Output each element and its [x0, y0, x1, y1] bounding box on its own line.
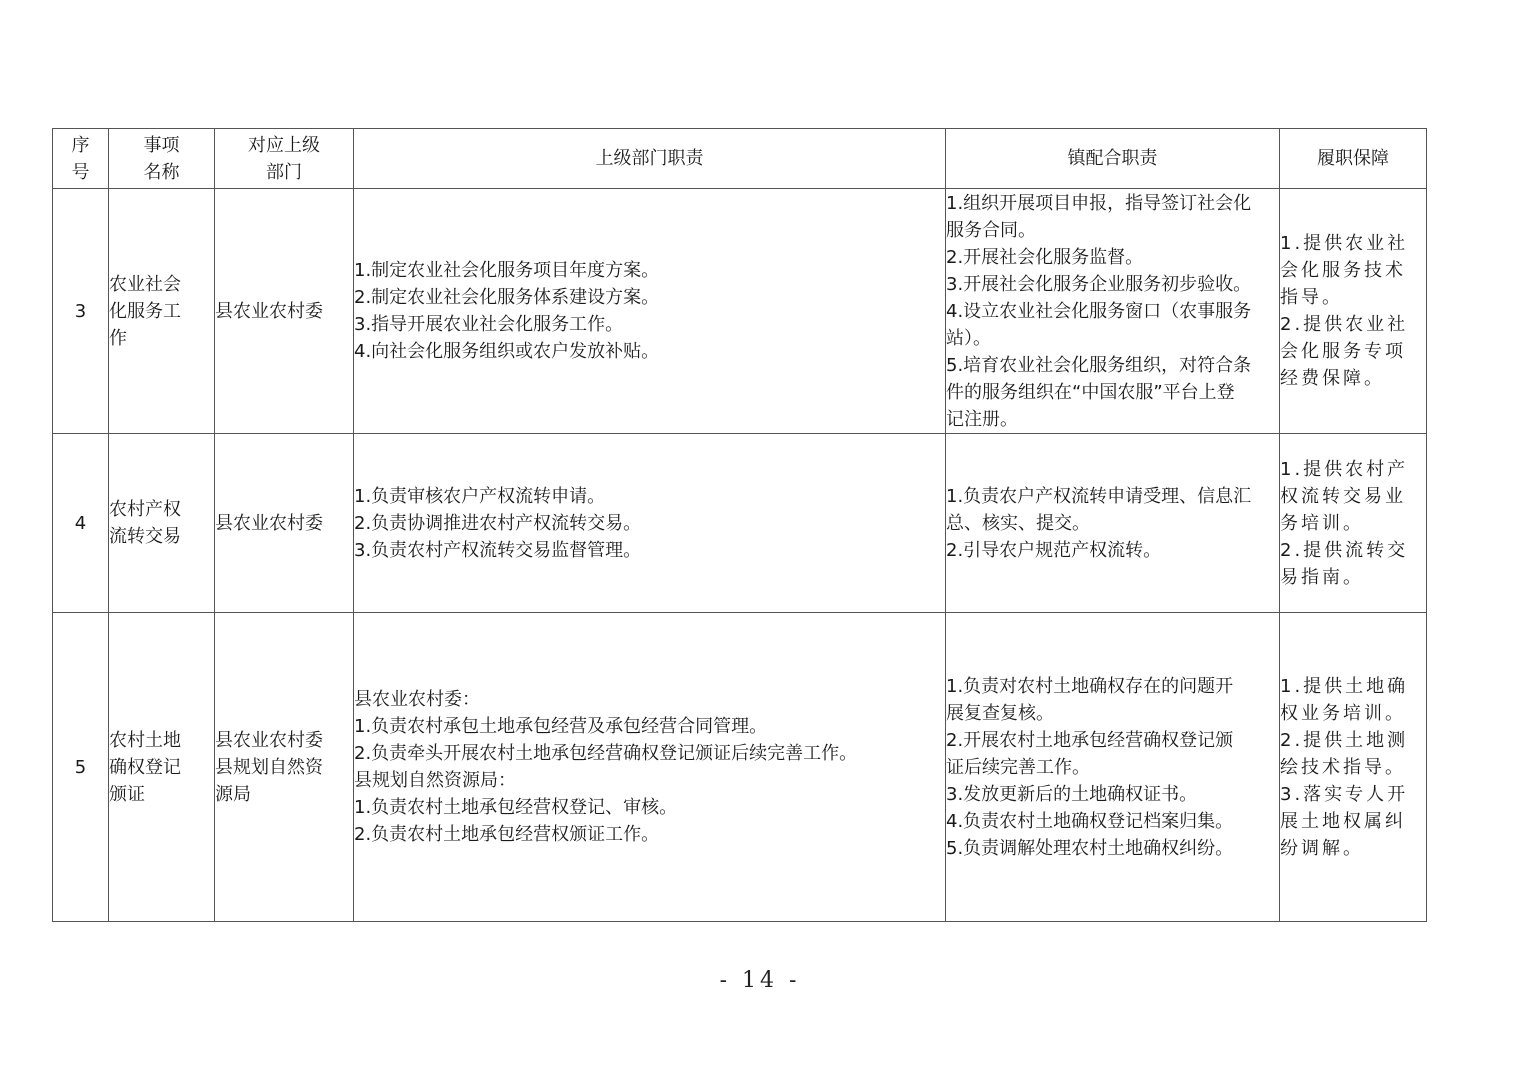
header-num-line: 号	[71, 161, 90, 183]
guarantee-line: 权业务培训。	[1280, 702, 1406, 724]
duty-line: 2.负责农村土地承包经营权颁证工作。	[354, 824, 660, 845]
header-duty: 上级部门职责	[354, 129, 946, 189]
guarantee-line: 1.提供农业社	[1280, 233, 1409, 254]
town-line: 件的服务组织在“中国农服”平台上登	[946, 381, 1235, 403]
table-row	[53, 613, 1427, 922]
guarantee	[1280, 189, 1427, 434]
town-duty	[946, 613, 1280, 922]
town-duty	[946, 189, 1280, 434]
item-name-line: 化服务工	[109, 300, 181, 322]
row-number: 5	[53, 613, 109, 922]
dept-line: 县农业农村委	[215, 300, 323, 322]
header-town: 镇配合职责	[946, 129, 1280, 189]
item-name	[109, 613, 215, 922]
town-duty	[946, 434, 1280, 613]
header-name-line: 名称	[143, 161, 180, 183]
town-line: 2.引导农户规范产权流转。	[946, 539, 1162, 561]
item-name-line: 农村产权	[109, 499, 181, 520]
guarantee-line: 会化服务专项	[1280, 341, 1406, 362]
duty-line: 县农业农村委：	[354, 689, 480, 710]
guarantee-line: 1.提供土地确	[1280, 675, 1409, 697]
header-num	[53, 129, 109, 189]
town-line: 展复查复核。	[946, 702, 1054, 724]
duty-line: 1.负责农村土地承包经营权登记、审核。	[354, 797, 678, 818]
row-number: 3	[53, 189, 109, 434]
row-number: 4	[53, 434, 109, 613]
header-name	[109, 129, 215, 189]
guarantee-line: 3.落实专人开	[1280, 783, 1409, 805]
item-name	[109, 189, 215, 434]
duty-line: 2.制定农业社会化服务体系建设方案。	[354, 287, 660, 308]
town-line: 1.负责对农村土地确权存在的问题开	[946, 675, 1234, 697]
table-header-row	[53, 129, 1427, 189]
duty-line: 1.制定农业社会化服务项目年度方案。	[354, 260, 660, 281]
guarantee-line: 1.提供农村产	[1280, 458, 1409, 480]
guarantee-line: 绘技术指导。	[1280, 756, 1406, 778]
header-dept-line: 对应上级	[248, 134, 320, 156]
town-line: 记注册。	[946, 408, 1018, 430]
guarantee	[1280, 434, 1427, 613]
page-number: - 14 -	[719, 968, 801, 993]
guarantee-line: 展土地权属纠	[1280, 810, 1406, 832]
dept-line: 县规划自然资	[215, 756, 323, 778]
dept-line: 县农业农村委	[215, 729, 323, 751]
superior-duty	[354, 189, 946, 434]
guarantee-line: 经费保障。	[1280, 368, 1385, 389]
guarantee-line: 纷调解。	[1280, 837, 1364, 859]
town-line: 1.负责农户产权流转申请受理、信息汇	[946, 485, 1252, 507]
duty-line: 4.向社会化服务组织或农户发放补贴。	[354, 341, 660, 362]
town-line: 总、核实、提交。	[946, 512, 1090, 534]
guarantee-line: 权流转交易业	[1280, 485, 1406, 507]
dept-line: 源局	[215, 783, 251, 805]
header-name-line: 事项	[143, 134, 180, 156]
item-name-line: 流转交易	[109, 526, 181, 547]
town-line: 5.培育农业社会化服务组织，对符合条	[946, 354, 1252, 376]
town-line: 服务合同。	[946, 219, 1036, 241]
superior-dept	[215, 434, 354, 613]
guarantee-line: 易指南。	[1280, 566, 1364, 588]
town-line: 3.开展社会化服务企业服务初步验收。	[946, 273, 1252, 295]
duty-line: 县规划自然资源局：	[354, 770, 516, 791]
town-line: 4.设立农业社会化服务窗口（农事服务	[946, 300, 1252, 322]
duty-line: 3.指导开展农业社会化服务工作。	[354, 314, 624, 335]
header-dept	[215, 129, 354, 189]
table-row	[53, 189, 1427, 434]
item-name-line: 作	[109, 327, 127, 349]
guarantee	[1280, 613, 1427, 922]
item-name-line: 颁证	[109, 783, 145, 805]
superior-dept	[215, 189, 354, 434]
header-guarantee: 履职保障	[1280, 129, 1427, 189]
dept-line: 县农业农村委	[215, 512, 323, 534]
town-line: 4.负责农村土地确权登记档案归集。	[946, 810, 1234, 832]
town-line: 证后续完善工作。	[946, 756, 1090, 778]
guarantee-line: 2.提供农业社	[1280, 314, 1409, 335]
duty-line: 2.负责牵头开展农村土地承包经营确权登记颁证后续完善工作。	[354, 743, 858, 764]
table-row	[53, 434, 1427, 613]
duty-line: 1.负责审核农户产权流转申请。	[354, 485, 606, 507]
town-line: 2.开展农村土地承包经营确权登记颁	[946, 729, 1234, 751]
superior-dept	[215, 613, 354, 922]
item-name-line: 农业社会	[109, 273, 181, 295]
town-line: 2.开展社会化服务监督。	[946, 246, 1144, 268]
header-num-line: 序	[71, 134, 90, 156]
item-name	[109, 434, 215, 613]
superior-duty	[354, 434, 946, 613]
guarantee-line: 2.提供流转交	[1280, 539, 1409, 561]
duty-line: 2.负责协调推进农村产权流转交易。	[354, 512, 642, 534]
item-name-line: 确权登记	[109, 756, 181, 778]
guarantee-line: 务培训。	[1280, 512, 1364, 534]
superior-duty	[354, 613, 946, 922]
duty-table	[52, 128, 1427, 922]
guarantee-line: 指导。	[1280, 287, 1343, 308]
town-line: 3.发放更新后的土地确权证书。	[946, 783, 1198, 805]
header-dept-line: 部门	[266, 161, 302, 183]
town-line: 5.负责调解处理农村土地确权纠纷。	[946, 837, 1234, 859]
guarantee-line: 会化服务技术	[1280, 260, 1406, 281]
guarantee-line: 2.提供土地测	[1280, 729, 1409, 751]
item-name-line: 农村土地	[109, 729, 181, 751]
town-line: 站）。	[946, 327, 991, 349]
town-line: 1.组织开展项目申报，指导签订社会化	[946, 192, 1252, 214]
duty-line: 1.负责农村承包土地承包经营及承包经营合同管理。	[354, 716, 768, 737]
duty-line: 3.负责农村产权流转交易监督管理。	[354, 539, 642, 561]
